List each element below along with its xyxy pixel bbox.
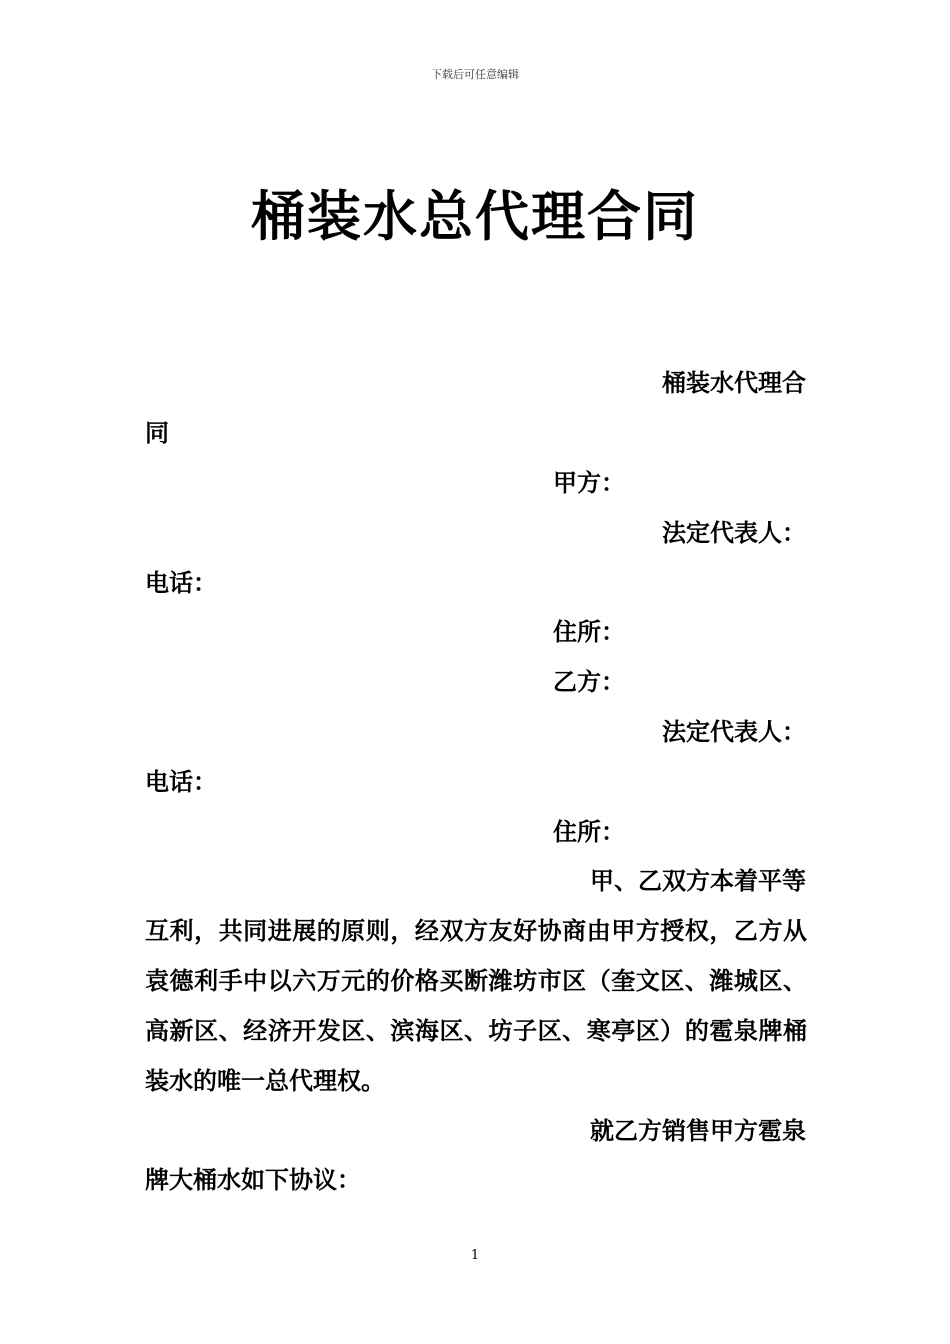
intro-paragraph: 互利，共同进展的原则，经双方友好协商由甲方授权，乙方从袁德利手中以六万元的价格买断潍坊市区（奎文区、潍城区、高新区、经济开发区、滨海区、坊子区、寒亭区）的雹泉牌桶装水的唯一总代理权。 bbox=[145, 916, 807, 1095]
party-b-representative: 法定代表人： bbox=[662, 717, 806, 746]
party-a-phone: 电话： bbox=[145, 568, 217, 597]
party-b-phone: 电话： bbox=[145, 767, 217, 796]
page-number: 1 bbox=[470, 1248, 480, 1263]
party-a-representative: 法定代表人： bbox=[662, 518, 806, 547]
intro-line-1: 甲、乙双方本着平等 bbox=[590, 866, 806, 895]
agreement-line-1: 就乙方销售甲方雹泉 bbox=[590, 1116, 806, 1145]
party-b-address: 住所： bbox=[553, 817, 625, 846]
party-a-label: 甲方： bbox=[553, 468, 625, 497]
agreement-line-2: 牌大桶水如下协议： bbox=[145, 1165, 361, 1194]
header-note: 下载后可任意编辑 bbox=[431, 68, 519, 81]
party-b-label: 乙方： bbox=[553, 667, 625, 696]
subtitle-line-2: 同 bbox=[145, 418, 169, 447]
party-a-address: 住所： bbox=[553, 617, 625, 646]
document-title: 桶装水总代理合同 bbox=[251, 184, 699, 248]
subtitle-line-1: 桶装水代理合 bbox=[662, 368, 806, 397]
